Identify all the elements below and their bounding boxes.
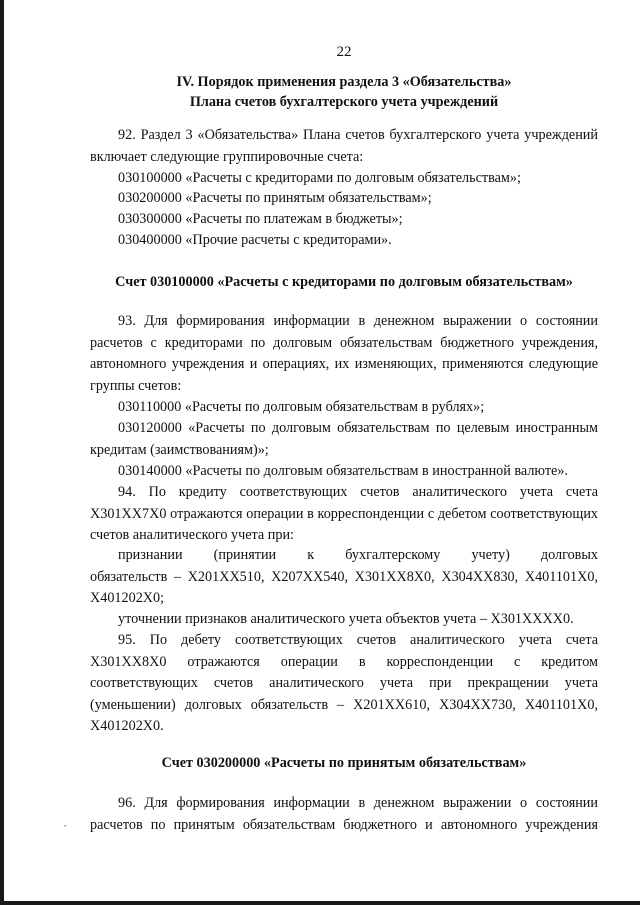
paragraph-line: группы счетов: [90, 377, 182, 394]
list-item: 030200000 «Расчеты по принятым обязательствам»; [118, 190, 432, 206]
page-number: 22 [336, 44, 352, 60]
list-item: уточнении признаков аналитического учета объектов учета – Х301ХХХХ0. [118, 611, 574, 627]
scan-left-edge [0, 0, 4, 905]
paragraph-line: расчетов по принятым обязательствам бюджетного и автономного учреждения [90, 816, 598, 833]
paragraph-line: Х301ХХ8Х0 отражаются операции в корреспонденции с кредитом [90, 653, 598, 670]
paragraph-line: обязательств – Х201ХХ510, Х207ХХ540, Х301ХХ8Х0, Х304ХХ830, Х401101Х0, [90, 568, 598, 585]
paragraph-95 [90, 630, 598, 738]
paragraph-line: автономного учреждения и операциях, их изменяющих, применяются следующие [90, 356, 598, 372]
paragraph-line: Х401202Х0; [90, 590, 165, 606]
section-title-line-1: IV. Порядок применения раздела 3 «Обязательства» [176, 74, 512, 90]
paragraph-line: 96. Для формирования информации в денежном выражении о состоянии [118, 795, 598, 811]
paragraph-line: 93. Для формирования информации в денежном выражении о состоянии [118, 313, 598, 329]
scan-speck: · [63, 818, 68, 833]
account-heading-030200000: Счет 030200000 «Расчеты по принятым обязательствам» [161, 755, 527, 771]
paragraph-line: Х401202Х0. [90, 718, 164, 734]
paragraph-line: 94. По кредиту соответствующих счетов аналитического учета счета [118, 484, 598, 500]
paragraph-93 [90, 311, 598, 397]
paragraph-line: включает следующие группировочные счета: [90, 148, 364, 165]
paragraph-line: расчетов с кредиторами по долговым обязательствам бюджетного учреждения, [90, 334, 598, 351]
scan-bottom-edge [0, 901, 640, 905]
list-item: 030110000 «Расчеты по долговым обязательствам в рублях»; [118, 399, 485, 415]
list-item: 030300000 «Расчеты по платежам в бюджеты»; [118, 211, 403, 227]
paragraph-line: (уменьшении) долговых обязательств – Х201ХХ610, Х304ХХ730, Х401101Х0, [90, 696, 598, 713]
paragraph-96 [90, 793, 598, 836]
list-item [90, 418, 598, 461]
list-item: 030100000 «Расчеты с кредиторами по долговым обязательствам»; [118, 170, 521, 186]
list-item: 030140000 «Расчеты по долговым обязательствам в иностранной валюте». [118, 463, 568, 479]
paragraph-line: 95. По дебету соответствующих счетов аналитического учета счета [118, 632, 598, 648]
section-title-line-2: Плана счетов бухгалтерского учета учреждений [189, 94, 499, 110]
paragraph-line: кредитам (заимствованиям)»; [90, 441, 269, 458]
paragraph-line: счетов аналитического учета при: [90, 527, 294, 543]
paragraph-line: соответствующих счетов аналитического учета при прекращении учета [90, 675, 598, 691]
paragraph-line: Х301ХХ7Х0 отражаются операции в корреспонденции с дебетом соответствующих [90, 505, 598, 522]
account-heading-030100000: Счет 030100000 «Расчеты с кредиторами по долговым обязательствам» [115, 274, 573, 290]
paragraph-92 [90, 125, 598, 168]
paragraph-line: 030120000 «Расчеты по долговым обязательствам по целевым иностранным [118, 420, 598, 436]
list-item: 030400000 «Прочие расчеты с кредиторами». [118, 232, 392, 248]
paragraph-line: 92. Раздел 3 «Обязательства» Плана счетов бухгалтерского учета учреждений [118, 127, 598, 143]
paragraph-94-subitem [90, 545, 598, 610]
paragraph-94 [90, 482, 598, 547]
paragraph-line: признании (принятии к бухгалтерскому учету) долговых [118, 547, 598, 563]
